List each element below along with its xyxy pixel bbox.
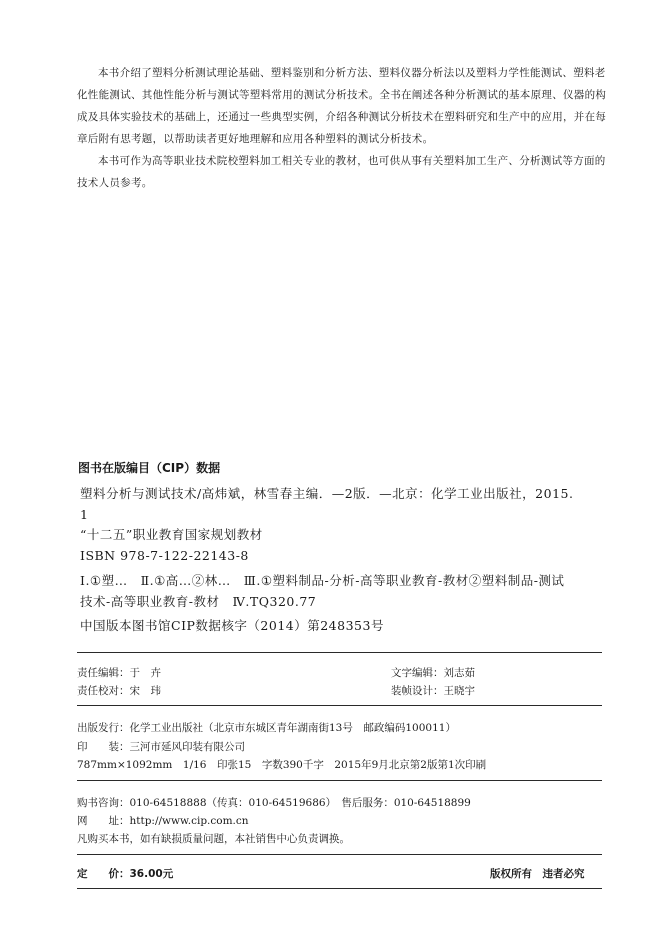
- publisher-line: 出版发行：化学工业出版社（北京市东城区青年湖南街13号 邮政编码100011）: [77, 722, 456, 734]
- purchase-contact: 购书咨询：010-64518888（传真：010-64519686） 售后服务：010-64518899: [77, 797, 471, 809]
- cip-series: “十二五”职业教育国家规划教材: [80, 527, 263, 542]
- responsible-editor: 责任编辑：于 卉: [77, 667, 161, 679]
- printer-line: 印 装：三河市延风印装有限公司: [77, 741, 245, 753]
- cover-designer: 装帧设计：王晓宇: [391, 685, 475, 697]
- book-introduction: [77, 62, 607, 194]
- cip-verification: 中国版本图书馆CIP数据核字（2014）第248353号: [80, 618, 384, 633]
- price: 定 价：36.00元: [77, 868, 174, 880]
- quality-notice: 凡购买本书，如有缺损质量问题，本社销售中心负责调换。: [77, 833, 350, 845]
- copyright-notice: 版权所有 违者必究: [490, 868, 585, 880]
- cip-classification: Ⅰ.①塑… Ⅱ.①高…②林… Ⅲ.①塑料制品-分析-高等职业教育-教材②塑料制品-测试技术-高等职业教育-教材 Ⅳ.TQ320.77: [80, 573, 565, 609]
- print-specs: 787mm×1092mm 1/16 印张15 字数390千字 2015年9月北京第2版第1次印刷: [77, 759, 487, 771]
- proofreader: 责任校对：宋 玮: [77, 685, 161, 697]
- divider-bottom: [77, 888, 602, 889]
- cip-classification-block: [80, 571, 575, 637]
- website-line: 网 址：http://www.cip.com.cn: [77, 815, 249, 827]
- text-editor: 文字编辑：刘志茹: [391, 667, 475, 679]
- intro-paragraph-1: 本书介绍了塑料分析测试理论基础、塑料鉴别和分析方法、塑料仪器分析法以及塑料力学性能测试、塑料老化性能测试、其他性能分析与测试等塑料常用的测试分析技术。全书在阐述各种分析测试的基本原理、仪器的构成及具体实验技术的基础上，还通过一些典型实例，介绍各种测试分析技术在塑料研究和生产中的应用，并在每章后附有思考题，以帮助读者更好地理解和应用各种塑料的测试分析技术。: [77, 67, 607, 145]
- divider-3: [77, 780, 602, 781]
- cip-data-block: [80, 484, 575, 566]
- cip-isbn: ISBN 978-7-122-22143-8: [80, 547, 249, 563]
- divider-top: [77, 652, 602, 653]
- cip-title: 图书在版编目（CIP）数据: [78, 461, 221, 475]
- divider-2: [77, 705, 602, 706]
- cip-entry: 塑料分析与测试技术/高炜斌，林雪春主编．—2版．—北京：化学工业出版社，2015.1: [80, 486, 574, 522]
- divider-4: [77, 854, 602, 855]
- intro-paragraph-2: 本书可作为高等职业技术院校塑料加工相关专业的教材，也可供从事有关塑料加工生产、分析测试等方面的技术人员参考。: [77, 155, 606, 189]
